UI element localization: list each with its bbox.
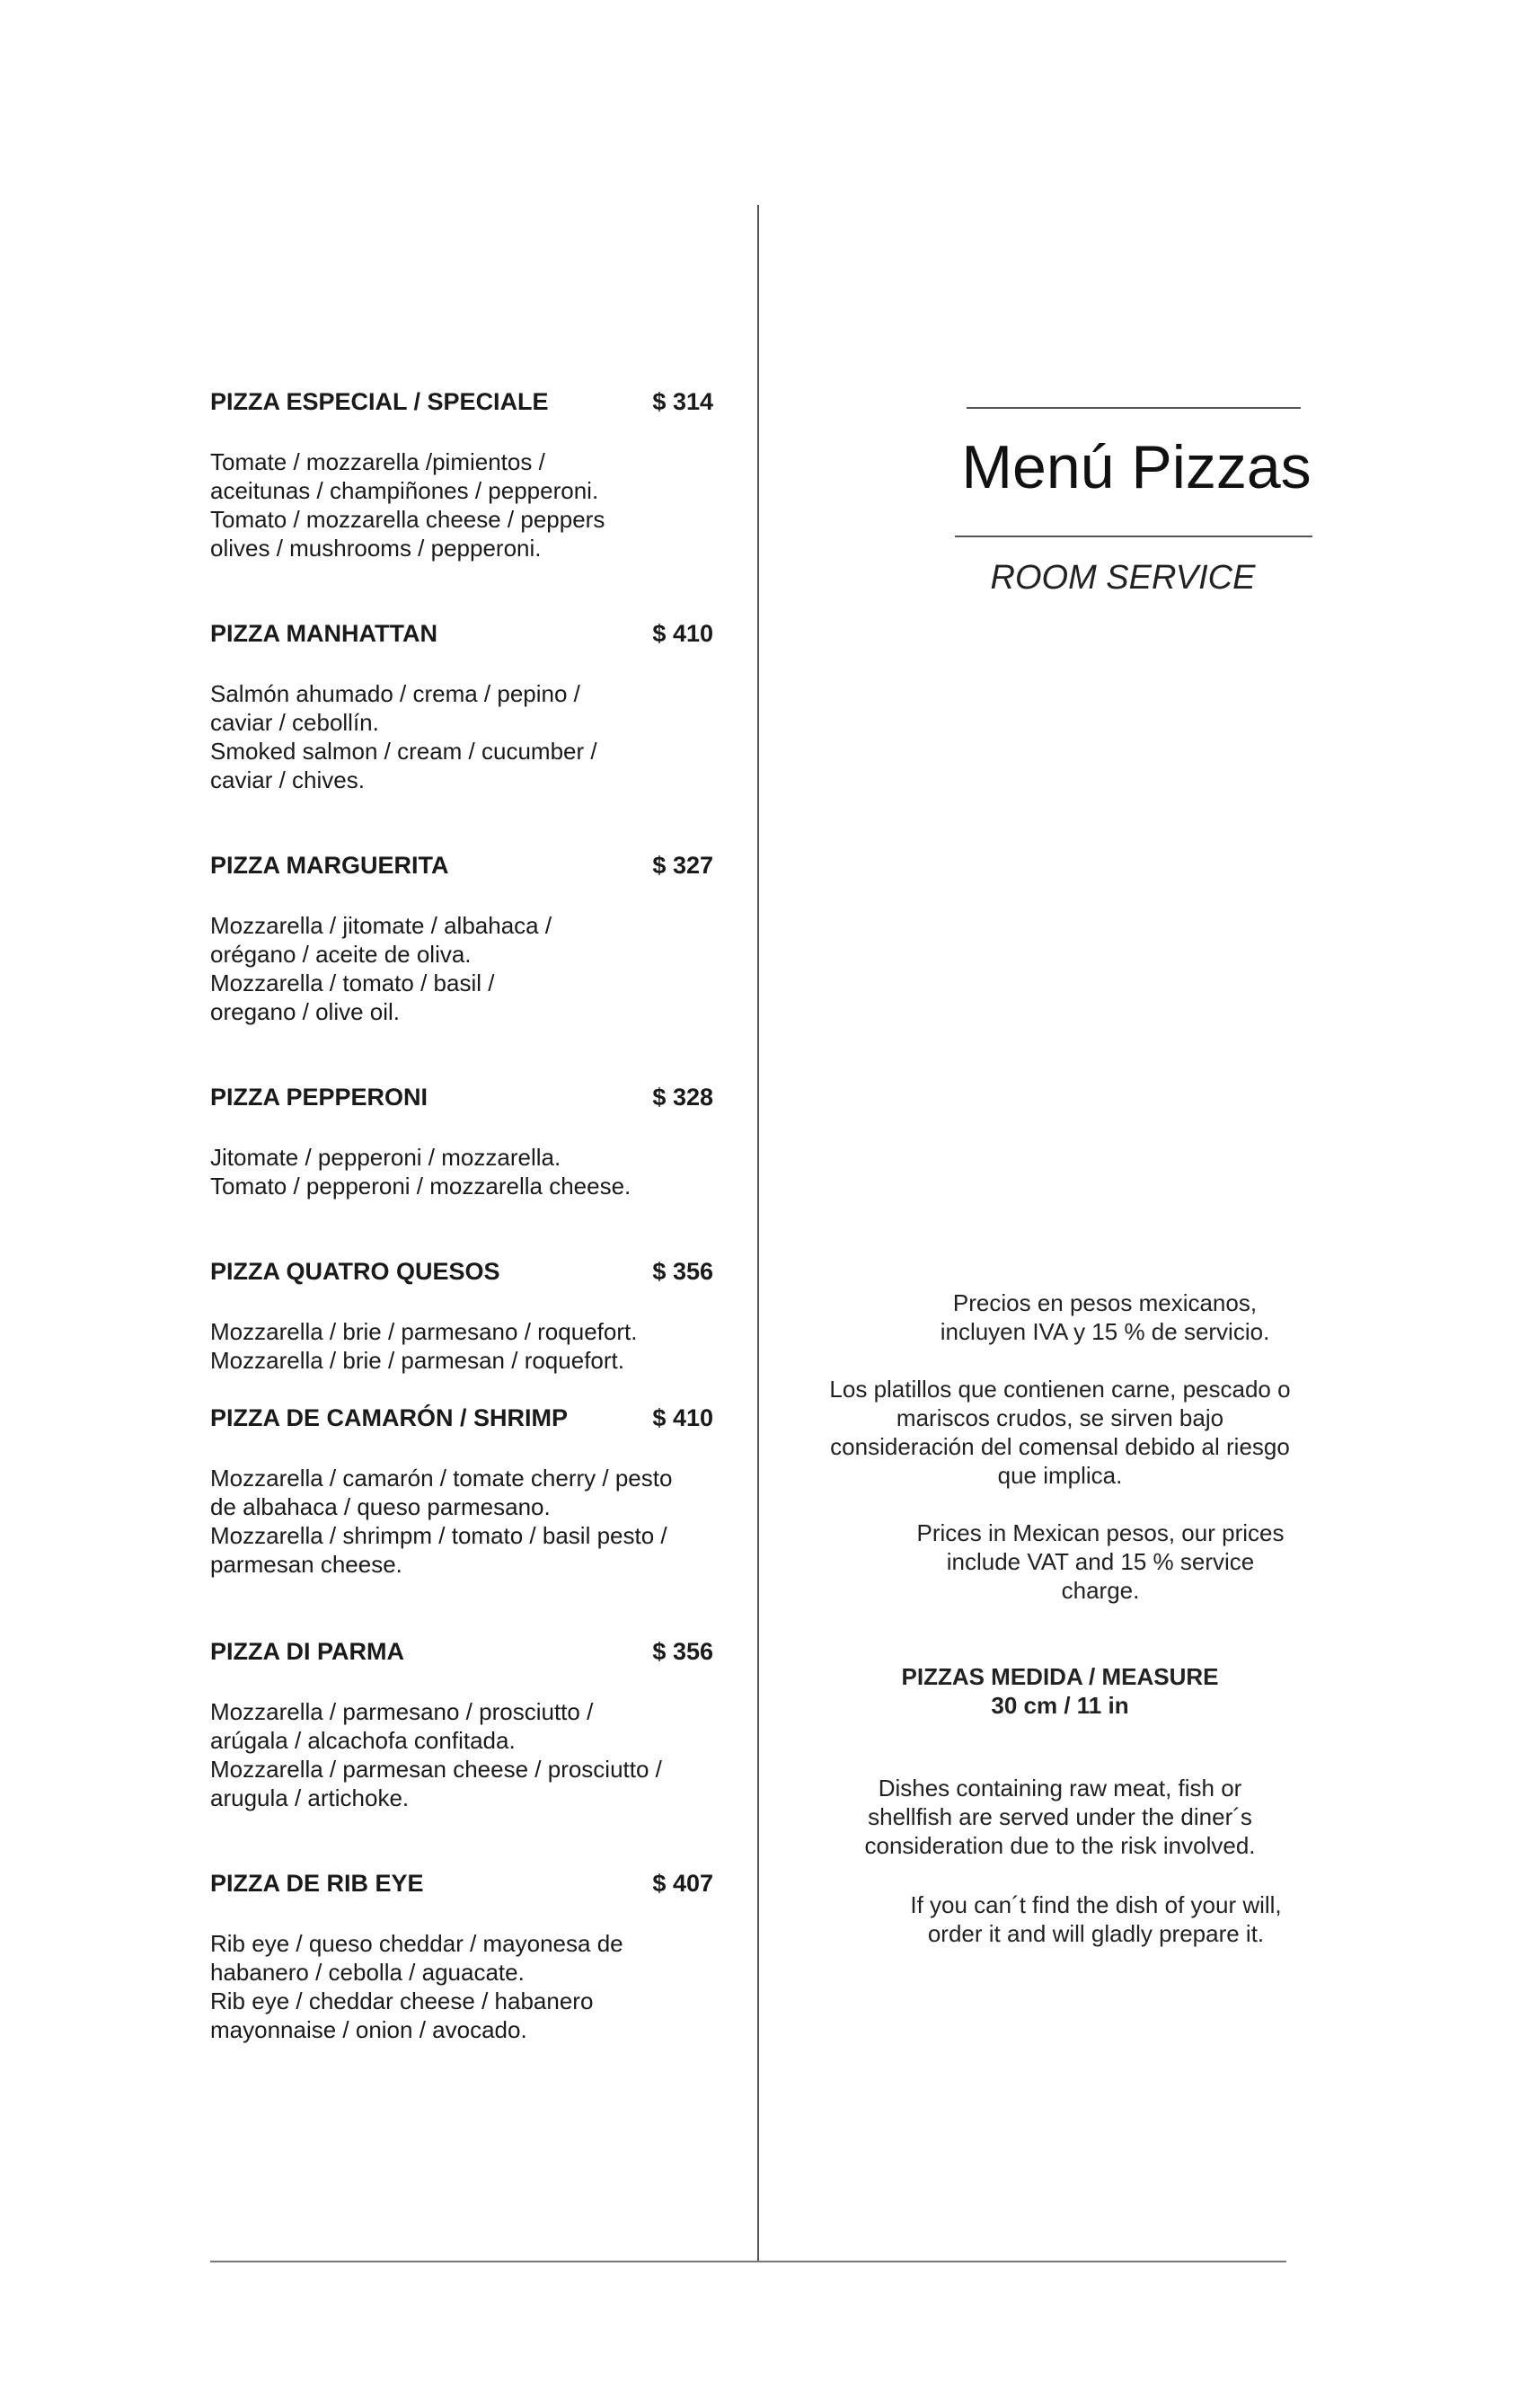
menu-item-manhattan: [210, 620, 713, 794]
item-name: PIZZA DE RIB EYE: [210, 1870, 424, 1897]
item-price: $ 407: [652, 1870, 713, 1897]
menu-item-marguerita: [210, 852, 713, 1026]
menu-item-pepperoni: [210, 1084, 713, 1200]
item-price: $ 314: [652, 388, 713, 415]
menu-item-camaron: [210, 1404, 713, 1579]
item-price: $ 410: [652, 1404, 713, 1431]
item-name: PIZZA PEPPERONI: [210, 1084, 428, 1111]
menu-item-di-parma: [210, 1638, 713, 1812]
measure-label: PIZZAS MEDIDA / MEASURE: [901, 1663, 1219, 1690]
item-name: PIZZA MANHATTAN: [210, 620, 437, 647]
item-name: PIZZA DE CAMARÓN / SHRIMP: [210, 1404, 568, 1431]
raw-food-note-en: Dishes containing raw meat, fish or shellfish are served under the diner´s consideration due to the risk involved.: [864, 1775, 1256, 1859]
item-price: $ 356: [652, 1638, 713, 1665]
menu-item-quatro-quesos: [210, 1258, 713, 1375]
item-description: Jitomate / pepperoni / mozzarella. Tomato / pepperoni / mozzarella cheese.: [210, 1144, 632, 1200]
item-description: Tomate / mozzarella /pimientos / aceitunas / champiñones / pepperoni. Tomato / mozzarella cheese / peppers olives / mushrooms / pepperoni.: [210, 448, 605, 562]
item-price: $ 327: [652, 852, 713, 879]
menu-item-rib-eye: [210, 1870, 713, 2044]
item-name: PIZZA MARGUERITA: [210, 852, 449, 879]
raw-food-note-es: Los platillos que contienen carne, pescado o mariscos crudos, se sirven bajo consideración del comensal debido al riesgo que implica.: [829, 1376, 1291, 1489]
page-subtitle: ROOM SERVICE: [990, 559, 1256, 597]
item-description: Mozzarella / camarón / tomate cherry / pesto de albahaca / queso parmesano. Mozzarella / shrimpm / tomato / basil pesto / parmesan cheese.: [210, 1465, 673, 1578]
menu-item-especial: [210, 388, 713, 562]
special-request-note: If you can´t find the dish of your will, order it and will gladly prepare it.: [910, 1891, 1282, 1947]
item-price: $ 410: [652, 620, 713, 647]
item-name: PIZZA QUATRO QUESOS: [210, 1258, 500, 1285]
title-top-rule: [967, 407, 1301, 409]
item-price: $ 356: [652, 1258, 713, 1285]
bottom-rule: [210, 2261, 1286, 2262]
title-bottom-rule: [955, 536, 1312, 537]
item-description: Mozzarella / parmesano / prosciutto / arúgala / alcachofa confitada. Mozzarella / parmesan cheese / prosciutto / arugula / artichoke.: [210, 1698, 662, 1811]
column-divider: [757, 205, 759, 2261]
measure-value: 30 cm / 11 in: [991, 1692, 1129, 1719]
item-description: Salmón ahumado / crema / pepino / caviar / cebollín. Smoked salmon / cream / cucumber / caviar / chives.: [210, 680, 597, 793]
item-price: $ 328: [652, 1084, 713, 1111]
prices-note-en: Prices in Mexican pesos, our prices include VAT and 15 % service charge.: [916, 1519, 1285, 1604]
item-description: Mozzarella / brie / parmesano / roquefort. Mozzarella / brie / parmesan / roquefort.: [210, 1318, 638, 1374]
page-title: Menú Pizzas: [961, 433, 1312, 501]
item-description: Rib eye / queso cheddar / mayonesa de habanero / cebolla / aguacate. Rib eye / cheddar cheese / habanero mayonnaise / onion / avocado.: [210, 1930, 623, 2043]
item-description: Mozzarella / jitomate / albahaca / orégano / aceite de oliva. Mozzarella / tomato / basil / oregano / olive oil.: [210, 912, 552, 1025]
item-name: PIZZA ESPECIAL / SPECIALE: [210, 388, 549, 415]
item-name: PIZZA DI PARMA: [210, 1638, 404, 1665]
prices-note-es: Precios en pesos mexicanos, incluyen IVA y 15 % de servicio.: [940, 1289, 1270, 1345]
